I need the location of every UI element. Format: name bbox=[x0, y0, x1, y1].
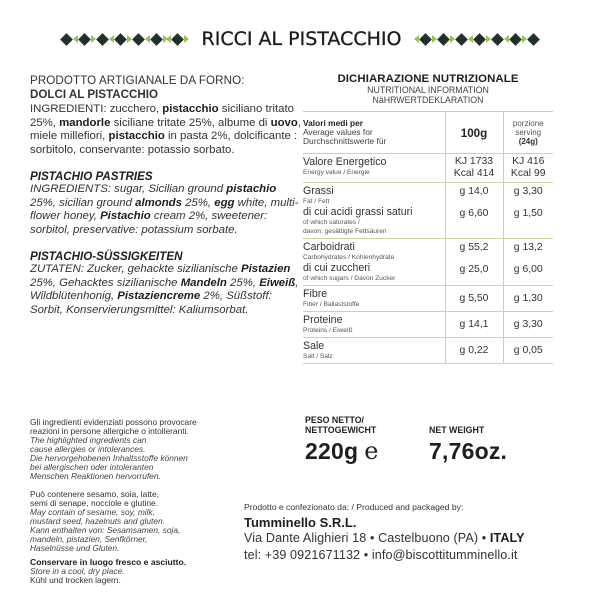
product-title: RICCI AL PISTACCHIO bbox=[201, 28, 402, 50]
header-portion-cell bbox=[503, 112, 553, 154]
producer-contact bbox=[244, 547, 594, 564]
allergen-en-line2: cause allergies or intolerances. bbox=[30, 444, 146, 454]
product-name-it: DOLCI AL PISTACCHIO bbox=[30, 87, 158, 101]
allergen-highlight: Pistaziencreme bbox=[117, 290, 201, 303]
ingredient-text: INGREDIENTS: sugar, Sicilian ground bbox=[30, 183, 227, 196]
allergen-de-line1: Die hervorgehobenen Inhaltsstoffe können bbox=[30, 453, 188, 463]
row-label: Fibre bbox=[303, 288, 328, 300]
table-row-protein bbox=[303, 312, 553, 338]
allergen-highlight: uovo bbox=[270, 116, 298, 129]
may-contain-en-line2: mustard seed, hazelnuts and gluten. bbox=[30, 516, 166, 526]
may-contain-de-line1: Kann enthalten von: Sesamsamen, soja, bbox=[30, 525, 181, 535]
phone-text: tel: +39 0921671132 • bbox=[244, 548, 372, 562]
weight-grams: 220g bbox=[305, 438, 359, 464]
ingredients-it bbox=[30, 103, 302, 157]
storage-it: Conservare in luogo fresco e asciutto. bbox=[30, 557, 187, 567]
value-portion: g 1,30 bbox=[513, 292, 543, 304]
nutrition-subtitle-en: NUTRITIONAL INFORMATION bbox=[367, 85, 489, 95]
value-portion-kcal: Kcal 99 bbox=[510, 168, 546, 179]
allergen-highlight: mandorle bbox=[59, 116, 111, 129]
table-row-fibre bbox=[303, 286, 553, 312]
ingredients-column bbox=[30, 74, 302, 318]
allergen-en-line1: The highlighted ingredients can bbox=[30, 435, 147, 445]
producer-intro: Prodotto e confezionato da: / Produced and packaged by: bbox=[244, 502, 464, 512]
row-label-2: di cui zuccheri bbox=[303, 262, 371, 274]
fibre-portion-cell bbox=[503, 286, 553, 312]
allergen-highlight: pistacchio bbox=[162, 103, 219, 116]
ingredient-text: 25%, Gehacktes sizilianische bbox=[30, 276, 181, 289]
producer-name: Tumminello S.R.L. bbox=[244, 515, 357, 530]
net-weight-label-it-de bbox=[305, 415, 429, 435]
row-sublabel-2a: of which sugars / Davon Zucker bbox=[303, 275, 396, 282]
salt-label-cell bbox=[303, 338, 445, 364]
energy-portion-cell bbox=[503, 154, 553, 183]
row-label: Grassi bbox=[303, 185, 334, 197]
value-portion: g 0,05 bbox=[513, 344, 543, 356]
value-portion: g 3,30 bbox=[513, 318, 543, 330]
energy-label-cell bbox=[303, 154, 445, 183]
ingredient-text: INGREDIENTI: zucchero, bbox=[30, 103, 163, 116]
storage-en: Store in a cool, dry place. bbox=[30, 566, 125, 576]
allergen-highlight: Eiweiß bbox=[259, 276, 296, 289]
ingredient-text: ZUTATEN: Zucker, gehackte sizilianische bbox=[30, 263, 242, 276]
ingredient-text: 25%, bbox=[226, 276, 260, 289]
decorative-border-right bbox=[415, 32, 541, 46]
allergen-highlight: Mandeln bbox=[180, 276, 227, 289]
allergen-it-line2: reazioni in persone allergiche o intolleranti. bbox=[30, 426, 189, 436]
allergen-it-line1: Gli ingredienti evidenziati possono provocare bbox=[30, 417, 197, 427]
weight-ounces: 7,76oz. bbox=[429, 438, 508, 464]
header-label-cell bbox=[303, 112, 445, 154]
header-label-it: Valori medi per bbox=[303, 118, 364, 128]
may-contain-en-line1: May contain of sesame, soy, milk, bbox=[30, 507, 156, 517]
fat-portion-cell bbox=[503, 183, 553, 239]
value-100g: g 0,22 bbox=[459, 344, 489, 356]
row-label: Valore Energetico bbox=[303, 156, 387, 168]
nutrition-title: DICHIARAZIONE NUTRIZIONALE bbox=[337, 73, 519, 85]
value-100g-2: g 6,60 bbox=[459, 208, 489, 219]
allergen-highlight: almonds bbox=[135, 196, 182, 209]
ingredient-text: , Wildblütenhonig, bbox=[30, 276, 299, 303]
header-label-en: Average values for bbox=[303, 127, 373, 137]
weight-label-de: NETTOGEWICHT bbox=[305, 425, 377, 435]
section-en bbox=[30, 170, 302, 238]
row-sublabel: Carbohydrates / Kohlenhydrate bbox=[303, 254, 395, 261]
protein-portion-cell bbox=[503, 312, 553, 338]
row-sublabel: Salt / Salz bbox=[303, 353, 333, 360]
allergen-highlight: Pistazien bbox=[241, 263, 291, 276]
salt-portion-cell bbox=[503, 338, 553, 364]
ingredients-en bbox=[30, 183, 302, 237]
carbs-portion-cell bbox=[503, 239, 553, 286]
value-100g-2: g 25,0 bbox=[459, 264, 489, 275]
allergen-de-line2: bei allergischen oder intoleranten bbox=[30, 462, 154, 472]
ingredient-text: 25%, bbox=[181, 196, 215, 209]
value-portion: g 3,30 bbox=[513, 186, 543, 197]
fat-100g-cell bbox=[445, 183, 503, 239]
ingredient-text: siciliane tritate 25%, albume di bbox=[110, 116, 271, 129]
row-sublabel: Fat / Fett bbox=[303, 198, 330, 205]
may-contain-de-line3: Haselnüsse und Gluten. bbox=[30, 543, 120, 553]
section-de bbox=[30, 250, 302, 318]
value-100g: g 55,2 bbox=[459, 242, 489, 253]
allergen-highlight: pistachio bbox=[226, 183, 277, 196]
header-portion-it: porzione bbox=[512, 118, 544, 128]
decorative-border-left bbox=[59, 32, 188, 46]
header-100g: 100g bbox=[460, 126, 488, 140]
salt-100g-cell bbox=[445, 338, 503, 364]
may-contain-it-line2: semi di senape, nocciole e glutine. bbox=[30, 498, 159, 508]
ingredient-text: 25%, sicilian ground bbox=[30, 196, 136, 209]
ingredient-text: cream 2%, sweetener: sorbitol, preservative: potassium sorbate. bbox=[30, 210, 268, 236]
ingredient-text: siciliano tritato 25%, bbox=[30, 103, 294, 129]
allergen-highlight: egg bbox=[214, 196, 235, 209]
may-contain-de-line2: mandeln, pistazien, Senfkörner, bbox=[30, 534, 148, 544]
row-sublabel: Energy value / Energie bbox=[303, 169, 370, 176]
row-label: Sale bbox=[303, 340, 325, 352]
product-category-it: PRODOTTO ARTIGIANALE DA FORNO: bbox=[30, 74, 245, 87]
storage-de: Kühl und trocken lagern. bbox=[30, 575, 121, 585]
protein-100g-cell bbox=[445, 312, 503, 338]
row-sublabel-2a: of which saturates / bbox=[303, 219, 360, 226]
producer-address bbox=[244, 530, 594, 547]
product-name-en: PISTACHIO PASTRIES bbox=[30, 169, 153, 183]
carbs-label-cell bbox=[303, 239, 445, 286]
value-100g: g 14,1 bbox=[459, 318, 489, 330]
ingredients-de bbox=[30, 263, 302, 317]
value-portion-kj: KJ 416 bbox=[512, 156, 545, 167]
ingredient-text: in pasta 2%, dolcificante : sorbitolo, conservante: potassio sorbato. bbox=[30, 130, 298, 156]
allergen-de-line3: Menschen Reaktionen hervorrufen. bbox=[30, 471, 161, 481]
row-sublabel-2b: davon: gesättigte Fettsäuren bbox=[303, 228, 387, 235]
row-sublabel: Proteins / Eiweiß bbox=[303, 327, 353, 334]
weight-label-it: PESO NETTO/ bbox=[305, 415, 364, 425]
row-label: Carboidrati bbox=[303, 241, 355, 253]
value-100g-kj: KJ 1733 bbox=[454, 156, 494, 167]
net-weight bbox=[305, 415, 595, 465]
allergen-highlight: Pistachio bbox=[100, 210, 151, 223]
nutrition-subtitle-de: NäHRWERTDEKLARATION bbox=[372, 95, 484, 105]
nutrition-panel bbox=[303, 73, 553, 364]
header-label-de: Durchschnittswerte für bbox=[303, 136, 387, 146]
value-portion: g 13,2 bbox=[513, 242, 543, 253]
row-sublabel: Fiber / Ballaststoffe bbox=[303, 301, 360, 308]
table-header-row bbox=[303, 112, 553, 154]
fibre-100g-cell bbox=[445, 286, 503, 312]
value-100g: g 5,50 bbox=[459, 292, 489, 304]
may-contain-it-line1: Può contenere sesamo, soia, latte, bbox=[30, 489, 159, 499]
country-text: ITALY bbox=[489, 531, 525, 545]
weight-label-en: NET WEIGHT bbox=[429, 425, 485, 435]
value-portion-2: g 6,00 bbox=[513, 264, 543, 275]
value-100g-kcal: Kcal 414 bbox=[453, 168, 495, 179]
value-portion-2: g 1,50 bbox=[513, 208, 543, 219]
ingredient-text: white, multi-flower honey, bbox=[30, 196, 299, 223]
table-row-fat bbox=[303, 183, 553, 239]
fibre-label-cell bbox=[303, 286, 445, 312]
ingredient-text: , miele millefiori, bbox=[30, 116, 301, 143]
address-text: Via Dante Alighieri 18 • Castelbuono (PA) • bbox=[244, 531, 490, 545]
allergen-info bbox=[30, 418, 250, 585]
protein-label-cell bbox=[303, 312, 445, 338]
fat-label-cell bbox=[303, 183, 445, 239]
value-100g: g 14,0 bbox=[459, 186, 489, 197]
estimated-sign-icon: e bbox=[364, 437, 379, 465]
header-portion-en: serving bbox=[515, 127, 542, 137]
row-label: Proteine bbox=[303, 314, 343, 326]
row-label-2: di cui acidi grassi saturi bbox=[303, 206, 413, 218]
product-name-de: PISTACHIO-SÜSSIGKEITEN bbox=[30, 249, 183, 263]
table-row-energy bbox=[303, 154, 553, 183]
energy-100g-cell bbox=[445, 154, 503, 183]
email-link[interactable]: info@biscottitumminello.it bbox=[371, 548, 518, 562]
table-row-carbs bbox=[303, 239, 553, 286]
header-100g-cell bbox=[445, 112, 503, 154]
table-row-salt bbox=[303, 338, 553, 364]
carbs-100g-cell bbox=[445, 239, 503, 286]
ingredient-text: 2%, Süßstoff: Sorbit, Konservierungsmittel: Kaliumsorbat. bbox=[30, 290, 272, 316]
title-row bbox=[0, 24, 600, 54]
allergen-highlight: pistacchio bbox=[108, 130, 165, 143]
header-portion-size: (24g) bbox=[518, 136, 538, 146]
producer-info bbox=[244, 502, 594, 564]
nutrition-table bbox=[303, 111, 553, 364]
net-weight-label-en-wrap bbox=[429, 415, 484, 435]
